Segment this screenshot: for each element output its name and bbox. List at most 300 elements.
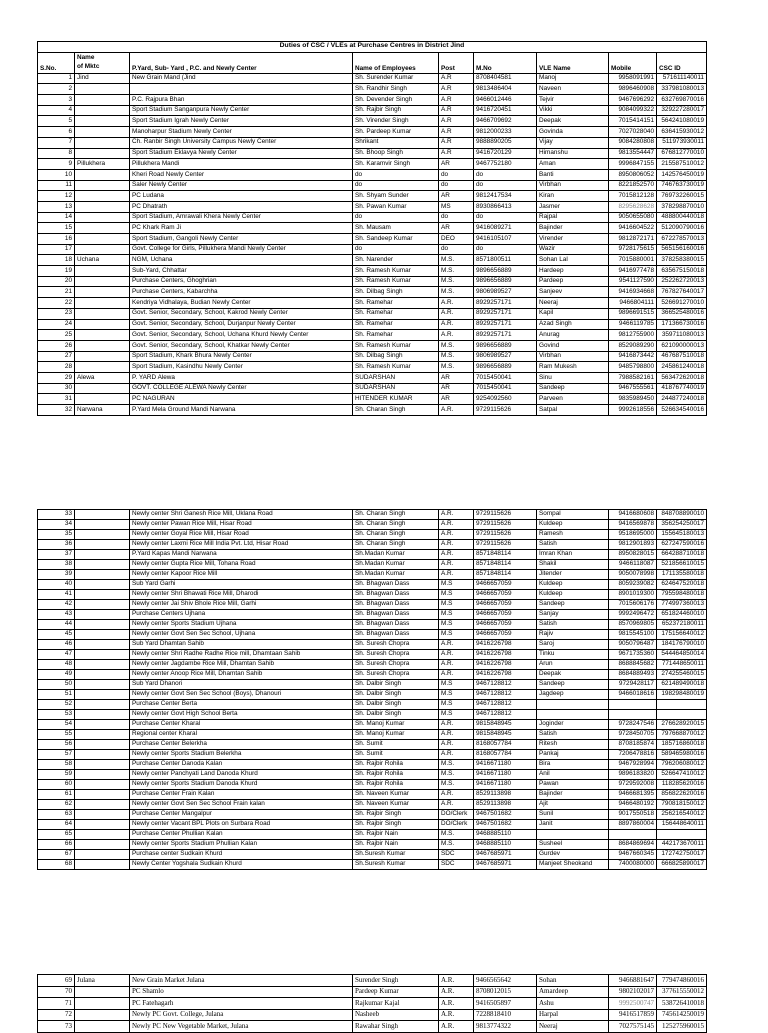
cell-centre: Newly center Pawan Rice Mill, Hisar Road <box>130 520 353 530</box>
cell-sno: 23 <box>38 308 75 319</box>
table-row <box>38 760 707 770</box>
cell-centre: Purchase center Sudkain Khurd <box>130 850 353 860</box>
table-row <box>38 73 707 84</box>
cell-post: A.R. <box>439 530 474 540</box>
table-row <box>38 790 707 800</box>
cell-sno: 44 <box>38 620 75 630</box>
cell-mno: 9416720451 <box>474 105 537 116</box>
cell-sno: 54 <box>38 720 75 730</box>
cell-centre: Purchase Center Phullian Kalan <box>130 830 353 840</box>
cell-centre: Newly Center Yogshala Sudkain Khurd <box>130 860 353 870</box>
cell-post: A.R <box>439 95 474 106</box>
cell-vle: Parveen <box>537 394 609 405</box>
cell-mobile: 8295628628 <box>609 201 657 212</box>
cell-centre: Govt. Senior, Secondary, School, Uchana Khurd Newly Center <box>130 330 353 341</box>
cell-sno: 10 <box>38 169 75 180</box>
cell-mktc <box>75 137 130 148</box>
cell-mobile: 7015414151 <box>609 116 657 127</box>
cell-post: M.S <box>439 610 474 620</box>
cell-post: A.R. <box>439 790 474 800</box>
cell-mno: 9888890205 <box>474 137 537 148</box>
cell-mktc <box>75 780 130 790</box>
cell-mno: 8571848114 <box>474 570 537 580</box>
cell-mno: 8930866413 <box>474 201 537 212</box>
cell-vle: Satish <box>537 540 609 550</box>
cell-post: A.R <box>439 148 474 159</box>
cell-csc: 774997360013 <box>657 600 707 610</box>
cell-mktc <box>75 570 130 580</box>
cell-employee: Sh. Sandeep Kumar <box>353 234 439 245</box>
cell-mno: 9729115626 <box>474 510 537 520</box>
cell-employee: Sh. Bhagwan Dass <box>353 590 439 600</box>
cell-mktc <box>75 340 130 351</box>
cell-mobile: 8221852570 <box>609 180 657 191</box>
cell-mktc <box>75 148 130 159</box>
cell-mktc <box>75 319 130 330</box>
cell-mobile: 7027575145 <box>609 1021 657 1033</box>
cell-vle: Sandeep <box>537 600 609 610</box>
cell-employee: Sh. Dalbir Singh <box>353 710 439 720</box>
cell-employee: Sh. Rajbir Singh <box>353 820 439 830</box>
cell-mno: 9467685971 <box>474 860 537 870</box>
table-row <box>38 740 707 750</box>
cell-mobile: 9466118087 <box>609 560 657 570</box>
cell-post: A.R. <box>439 510 474 520</box>
cell-centre: Purchase Centers, Ghoghrian <box>130 276 353 287</box>
cell-vle: Pawan <box>537 780 609 790</box>
cell-mktc <box>75 234 130 245</box>
cell-mno: 9729115626 <box>474 540 537 550</box>
cell-mktc <box>75 740 130 750</box>
cell-vle <box>537 700 609 710</box>
cell-sno: 7 <box>38 137 75 148</box>
cell-mktc <box>75 800 130 810</box>
cell-centre: Purchase Centers Ujhana <box>130 610 353 620</box>
cell-csc: 856822620016 <box>657 790 707 800</box>
cell-mobile: 9084280808 <box>609 137 657 148</box>
cell-centre: PC Dhatrath <box>130 201 353 212</box>
cell-sno: 66 <box>38 840 75 850</box>
cell-mktc <box>75 244 130 255</box>
cell-employee: Sh. Surender Kumar <box>353 73 439 84</box>
cell-mobile: 9466881647 <box>609 975 657 987</box>
cell-mno: 9467752180 <box>474 159 537 170</box>
cell-post: M.S. <box>439 266 474 277</box>
cell-mktc <box>75 650 130 660</box>
cell-csc: 621090000013 <box>657 340 707 351</box>
cell-mno: 8571848114 <box>474 550 537 560</box>
cell-employee: do <box>353 244 439 255</box>
cell-mktc <box>75 770 130 780</box>
cell-centre: Newly center Vacant BPL Plots on Surbara Road <box>130 820 353 830</box>
cell-csc: 526691270010 <box>657 298 707 309</box>
cell-sno: 71 <box>38 998 75 1010</box>
cell-sno: 61 <box>38 790 75 800</box>
cell-csc: 769732260015 <box>657 191 707 202</box>
cell-mobile: 9729428117 <box>609 680 657 690</box>
cell-csc: 488800440018 <box>657 212 707 223</box>
cell-post: A.R. <box>439 986 474 998</box>
table-row <box>38 560 707 570</box>
table-row <box>38 600 707 610</box>
cell-vle: Pardeep <box>537 276 609 287</box>
table-row <box>38 234 707 245</box>
cell-employee: Sh. Rajbir Rohila <box>353 770 439 780</box>
cell-csc: 538726410018 <box>657 998 707 1010</box>
cell-mobile: 9050796487 <box>609 640 657 650</box>
cell-mobile <box>609 830 657 840</box>
cell-csc: 118285620016 <box>657 780 707 790</box>
cell-mno: 7015450041 <box>474 383 537 394</box>
cell-mktc <box>75 600 130 610</box>
cell-post: M.S. <box>439 760 474 770</box>
cell-csc: 378298870010 <box>657 201 707 212</box>
cell-mktc <box>75 520 130 530</box>
table-row <box>38 340 707 351</box>
cell-vle: Shakil <box>537 560 609 570</box>
cell-mno: 8929257171 <box>474 298 537 309</box>
cell-sno: 19 <box>38 266 75 277</box>
cell-sno: 1 <box>38 73 75 84</box>
cell-mno: 9416226798 <box>474 650 537 660</box>
cell-mobile: 7015606176 <box>609 600 657 610</box>
cell-sno: 72 <box>38 1009 75 1021</box>
cell-csc: 337981080013 <box>657 84 707 95</box>
cell-mobile: 8901019300 <box>609 590 657 600</box>
cell-sno: 27 <box>38 351 75 362</box>
cell-employee: Sh.Suresh Kumar <box>353 860 439 870</box>
cell-mktc <box>75 810 130 820</box>
cell-mobile <box>609 700 657 710</box>
cell-employee: SUDARSHAN <box>353 383 439 394</box>
table-row <box>38 630 707 640</box>
cell-centre: Newly center Goyal Rice Mill, Hisar Road <box>130 530 353 540</box>
cell-centre: PC Khark Ram Ji <box>130 223 353 234</box>
cell-post: M.S <box>439 710 474 720</box>
cell-vle: Naveen <box>537 84 609 95</box>
table-row <box>38 750 707 760</box>
table-row <box>38 540 707 550</box>
cell-mobile: 9812901893 <box>609 540 657 550</box>
cell-mktc <box>75 730 130 740</box>
cell-vle: Hardeep <box>537 266 609 277</box>
cell-employee: Sh. Sumit <box>353 740 439 750</box>
cell-mobile: 9992500747 <box>609 998 657 1010</box>
table-row <box>38 191 707 202</box>
cell-csc: 377615550012 <box>657 986 707 998</box>
cell-vle: Manoj <box>537 73 609 84</box>
cell-mktc <box>75 212 130 223</box>
cell-mno: 9466657059 <box>474 620 537 630</box>
cell-mobile: 9416873442 <box>609 351 657 362</box>
cell-csc: 274255460015 <box>657 670 707 680</box>
cell-employee: Rawahar Singh <box>353 1021 439 1033</box>
cell-vle: Gurdev <box>537 850 609 860</box>
cell-mobile: 9467696292 <box>609 95 657 106</box>
cell-post: A.R <box>439 105 474 116</box>
cell-mno: 9416720129 <box>474 148 537 159</box>
cell-mobile: 9466018616 <box>609 690 657 700</box>
cell-mno: 9466657059 <box>474 610 537 620</box>
table-row <box>38 860 707 870</box>
cell-sno: 17 <box>38 244 75 255</box>
cell-sno: 52 <box>38 700 75 710</box>
cell-employee: Sh. Karamvir Singh <box>353 159 439 170</box>
cell-employee: Surender Singh <box>353 975 439 987</box>
cell-centre: PC Fatehagarh <box>130 998 353 1010</box>
cell-vle: Sunil <box>537 810 609 820</box>
cell-centre: New Grain Market Julana <box>130 975 353 987</box>
cell-sno: 73 <box>38 1021 75 1033</box>
cell-mktc <box>75 640 130 650</box>
cell-csc: 589465980016 <box>657 750 707 760</box>
cell-centre: Sub Yard Dhanori <box>130 680 353 690</box>
cell-centre: Govt. Senior, Secondary, School, Durjanpur Newly Center <box>130 319 353 330</box>
cell-vle: Tejvir <box>537 95 609 106</box>
cell-mobile: 8950828015 <box>609 550 657 560</box>
cell-post: A.R. <box>439 330 474 341</box>
cell-mobile: 9416977478 <box>609 266 657 277</box>
cell-employee: Sh. Ramehar <box>353 319 439 330</box>
cell-csc: 796206080012 <box>657 760 707 770</box>
cell-csc: 175156640012 <box>657 630 707 640</box>
cell-centre: Newly center Jai Shiv Bhole Rice Mill, Garhi <box>130 600 353 610</box>
cell-mno: 9466657059 <box>474 590 537 600</box>
cell-centre: Purchase Center Belerkha <box>130 740 353 750</box>
cell-post: A.R. <box>439 520 474 530</box>
cell-centre: Newly center Shri Bhawati Rice Mill, Dharodi <box>130 590 353 600</box>
cell-sno: 12 <box>38 191 75 202</box>
cell-mno: 8168057784 <box>474 740 537 750</box>
cell-mno: 8529113898 <box>474 800 537 810</box>
cell-employee: Sh. Randhir Singh <box>353 84 439 95</box>
cell-sno: 31 <box>38 394 75 405</box>
cell-csc: 624647520018 <box>657 580 707 590</box>
cell-employee: Sh. Pardeep Kumar <box>353 127 439 138</box>
cell-post: A.R. <box>439 650 474 660</box>
cell-mobile: 9813554447 <box>609 148 657 159</box>
cell-mno: 9896656889 <box>474 266 537 277</box>
cell-mobile: 7027028040 <box>609 127 657 138</box>
table-row <box>38 137 707 148</box>
cell-post: A.R. <box>439 319 474 330</box>
cell-mktc <box>75 308 130 319</box>
cell-csc: 544464850014 <box>657 650 707 660</box>
header-mobile: Mobile <box>609 52 657 73</box>
cell-mno: 9416226798 <box>474 640 537 650</box>
cell-sno: 9 <box>38 159 75 170</box>
cell-mno: 8929257171 <box>474 319 537 330</box>
cell-sno: 14 <box>38 212 75 223</box>
cell-employee: Sh. Rajbir Rohila <box>353 760 439 770</box>
cell-vle: Himanshu <box>537 148 609 159</box>
cell-mobile: 8529089290 <box>609 340 657 351</box>
cell-vle: Bira <box>537 760 609 770</box>
cell-sno: 46 <box>38 640 75 650</box>
cell-employee: Sh. Bhagwan Dass <box>353 620 439 630</box>
table-row <box>38 690 707 700</box>
table-row <box>38 276 707 287</box>
cell-mno: do <box>474 169 537 180</box>
cell-mobile: 9467660345 <box>609 850 657 860</box>
cell-vle: Bajinder <box>537 790 609 800</box>
cell-vle: Satish <box>537 730 609 740</box>
cell-vle: Kuldeep <box>537 580 609 590</box>
cell-csc: 155645180013 <box>657 530 707 540</box>
cell-employee: Sh. Ramesh Kumar <box>353 362 439 373</box>
cell-post: A.R. <box>439 730 474 740</box>
cell-mktc <box>75 287 130 298</box>
cell-csc: 635675150018 <box>657 266 707 277</box>
cell-vle: Sinu <box>537 372 609 383</box>
cell-mktc <box>75 690 130 700</box>
cell-centre: Newly PC New Vegetable Market, Julana <box>130 1021 353 1033</box>
cell-csc: 651824460010 <box>657 610 707 620</box>
cell-mktc: Jind <box>75 73 130 84</box>
cell-mobile: 9466119785 <box>609 319 657 330</box>
cell-mobile: 9416517859 <box>609 1009 657 1021</box>
cell-sno: 32 <box>38 405 75 416</box>
cell-post: A.R. <box>439 550 474 560</box>
cell-post: M.S. <box>439 770 474 780</box>
cell-vle: Virbhan <box>537 351 609 362</box>
cell-mobile: 9992496472 <box>609 610 657 620</box>
cell-employee: Sh. Bhagwan Dass <box>353 630 439 640</box>
cell-employee: Sh. Dalbir Singh <box>353 690 439 700</box>
cell-sno: 22 <box>38 298 75 309</box>
cell-mobile: 8570969805 <box>609 620 657 630</box>
cell-mno: 9254092560 <box>474 394 537 405</box>
cell-vle: Ram Mukesh <box>537 362 609 373</box>
table-row <box>38 840 707 850</box>
cell-mobile: 9416934668 <box>609 287 657 298</box>
cell-centre: Sub Yard Garhi <box>130 580 353 590</box>
cell-mktc <box>75 560 130 570</box>
cell-mktc <box>75 362 130 373</box>
cell-mobile: 9017550518 <box>609 810 657 820</box>
cell-centre: Newly center Sports Stadium Danoda Khurd <box>130 780 353 790</box>
cell-mktc <box>75 298 130 309</box>
cell-mno: 9466657059 <box>474 580 537 590</box>
cell-csc <box>657 830 707 840</box>
cell-csc: 467687510018 <box>657 351 707 362</box>
cell-csc: 565156160016 <box>657 244 707 255</box>
cell-post: M.S <box>439 680 474 690</box>
table-row <box>38 266 707 277</box>
cell-sno: 43 <box>38 610 75 620</box>
header-mktc: Name of Mktc <box>75 52 130 73</box>
table-row <box>38 394 707 405</box>
cell-csc: 767827640017 <box>657 287 707 298</box>
cell-csc: 526634540016 <box>657 405 707 416</box>
cell-mobile: 8684889493 <box>609 670 657 680</box>
cell-vle: Sohan Lal <box>537 255 609 266</box>
cell-vle: Banti <box>537 169 609 180</box>
cell-mobile: 9084099322 <box>609 105 657 116</box>
cell-centre: P.Yard Mela Ground Mandi Narwana <box>130 405 353 416</box>
cell-vle: Neeraj <box>537 1021 609 1033</box>
table-row <box>38 640 707 650</box>
cell-mobile: 9835989450 <box>609 394 657 405</box>
cell-post: M.S <box>439 600 474 610</box>
cell-csc: 418767740019 <box>657 383 707 394</box>
cell-post: AR <box>439 191 474 202</box>
cell-mktc <box>75 830 130 840</box>
cell-mno: 9729115626 <box>474 530 537 540</box>
cell-csc: 171366730016 <box>657 319 707 330</box>
cell-sno: 3 <box>38 95 75 106</box>
cell-post: do <box>439 244 474 255</box>
cell-mno: 9416671180 <box>474 780 537 790</box>
cell-mno: 9806989527 <box>474 287 537 298</box>
cell-csc: 142576450019 <box>657 169 707 180</box>
cell-mno: 8571800511 <box>474 255 537 266</box>
cell-centre: NGM, Uchana <box>130 255 353 266</box>
cell-vle: Deepak <box>537 116 609 127</box>
cell-post: M.S. <box>439 340 474 351</box>
cell-post: A.R. <box>439 660 474 670</box>
cell-mktc <box>75 620 130 630</box>
cell-vle: Jagdeep <box>537 690 609 700</box>
cell-post: A.R. <box>439 800 474 810</box>
cell-vle: Arun <box>537 660 609 670</box>
table-row <box>38 148 707 159</box>
cell-post: A.R. <box>439 308 474 319</box>
cell-csc: 526647410012 <box>657 770 707 780</box>
cell-csc: 666825890017 <box>657 860 707 870</box>
cell-employee: Sh. Rajbir Singh <box>353 105 439 116</box>
cell-mno: 9468885110 <box>474 840 537 850</box>
table-row <box>38 700 707 710</box>
table-row <box>38 351 707 362</box>
cell-post: M.S <box>439 690 474 700</box>
table-row <box>38 308 707 319</box>
cell-employee: Sh. Ramehar <box>353 330 439 341</box>
cell-sno: 45 <box>38 630 75 640</box>
cell-mobile: 9815545100 <box>609 630 657 640</box>
cell-sno: 28 <box>38 362 75 373</box>
cell-mktc <box>75 720 130 730</box>
cell-centre: Sport Stadium Eklavya Newly Center <box>130 148 353 159</box>
cell-mno: 9896656889 <box>474 362 537 373</box>
table-row <box>38 287 707 298</box>
cell-sno: 55 <box>38 730 75 740</box>
cell-employee: Sh. Suresh Chopra <box>353 650 439 660</box>
cell-mno: 9815848945 <box>474 720 537 730</box>
cell-centre: Purchase Center Mangalpur <box>130 810 353 820</box>
cell-mktc: Pillukhera <box>75 159 130 170</box>
cell-mno: 9466709692 <box>474 116 537 127</box>
cell-vle: Saroj <box>537 640 609 650</box>
cell-centre: Newly center Shri Ganesh Rice Mill, Uklana Road <box>130 510 353 520</box>
cell-post: A.R <box>439 73 474 84</box>
cell-csc: 632769870016 <box>657 95 707 106</box>
cell-mktc <box>75 860 130 870</box>
cell-csc: 652372180011 <box>657 620 707 630</box>
cell-centre <box>130 84 353 95</box>
cell-mktc <box>75 550 130 560</box>
table-row <box>38 620 707 630</box>
cell-sno: 47 <box>38 650 75 660</box>
table-row <box>38 84 707 95</box>
cell-mno: 8929257171 <box>474 330 537 341</box>
cell-post: do <box>439 212 474 223</box>
table-row <box>38 730 707 740</box>
cell-post: AR <box>439 394 474 405</box>
cell-employee: Sh. Charan Singh <box>353 540 439 550</box>
cell-mobile: 9802102017 <box>609 986 657 998</box>
cell-sno: 70 <box>38 986 75 998</box>
